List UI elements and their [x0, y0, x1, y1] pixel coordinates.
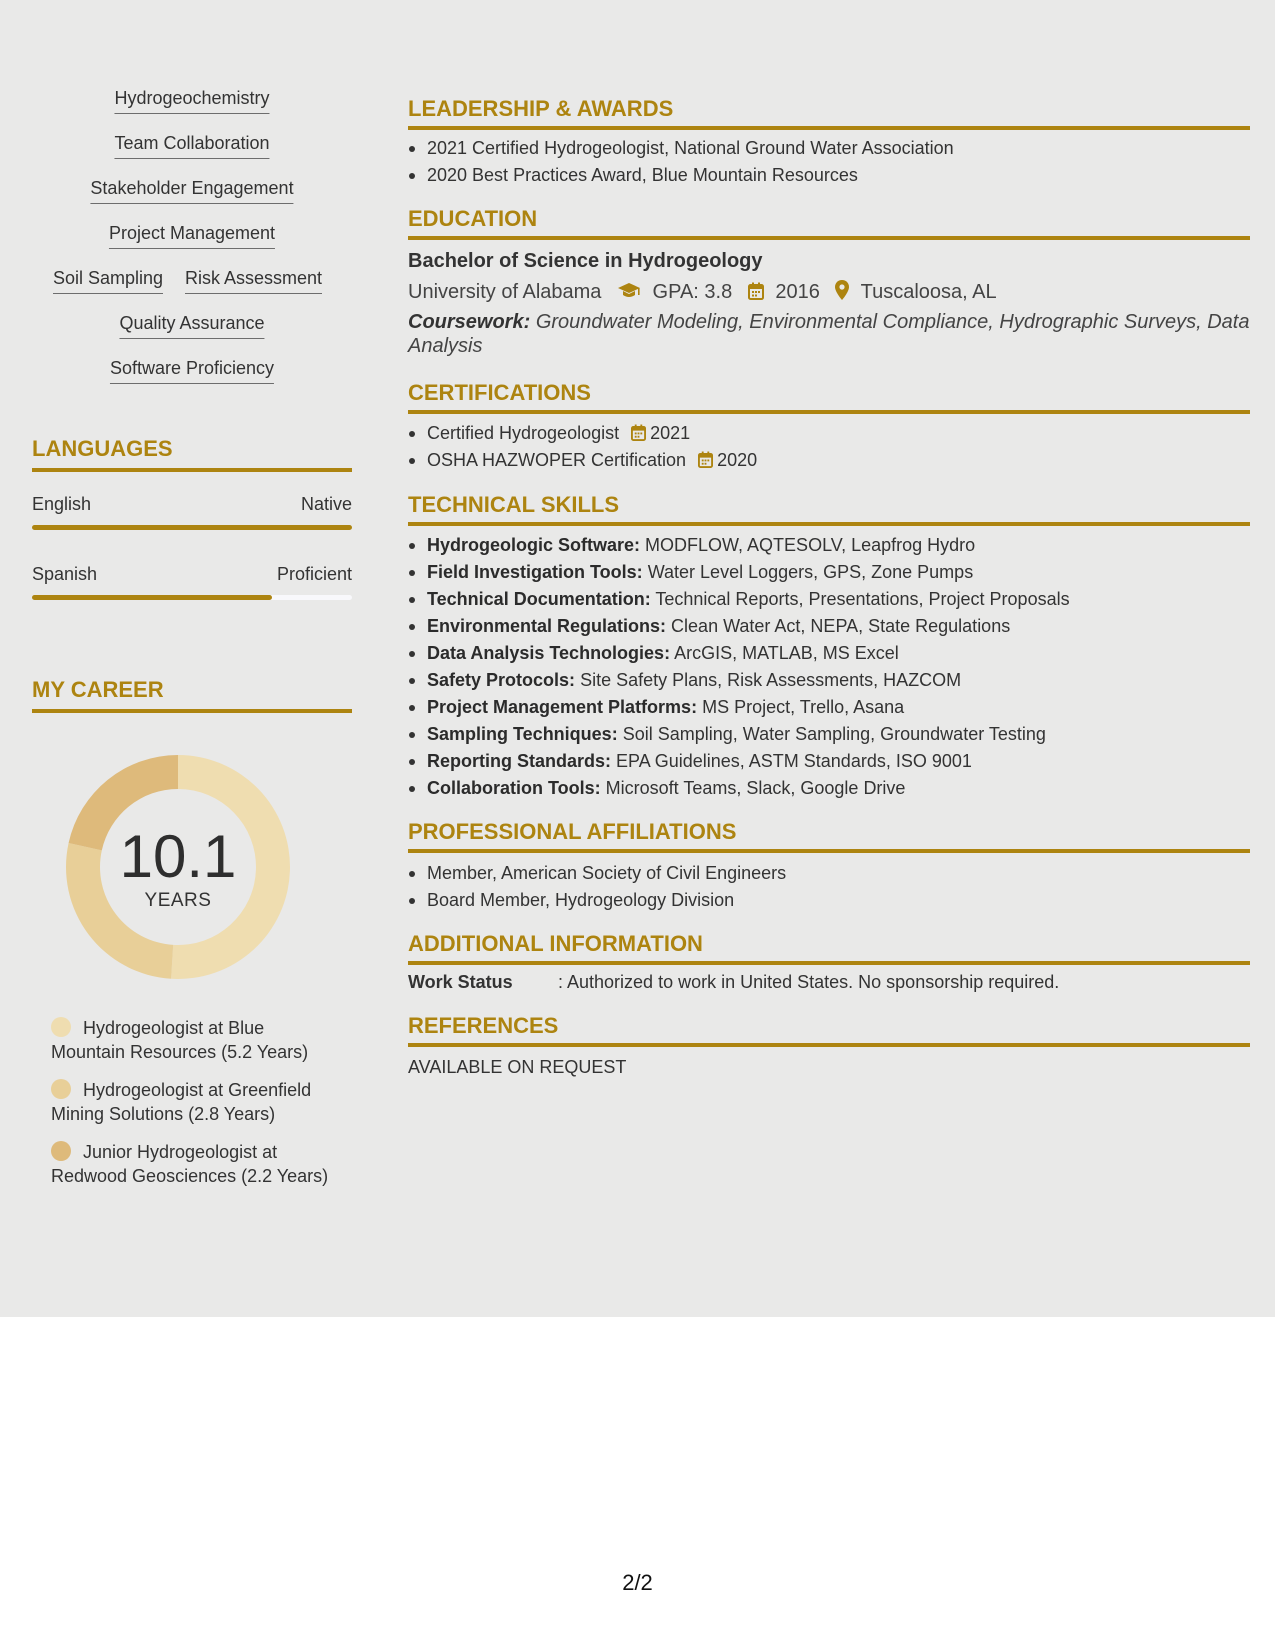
school-name: University of Alabama: [408, 281, 602, 303]
education-heading: EDUCATION: [408, 206, 1250, 240]
language-bar-fill: [32, 525, 352, 530]
list-item: [408, 667, 1250, 694]
legend-dot: [51, 1017, 71, 1037]
language-name: Spanish: [32, 564, 98, 584]
calendar-icon: [698, 449, 713, 476]
technical-skills-heading: TECHNICAL SKILLS: [408, 492, 1250, 526]
career-donut-chart: [66, 755, 290, 979]
work-status-value: : Authorized to work in United States. No sponsorship required.: [558, 972, 1060, 992]
coursework-text: Groundwater Modeling, Environmental Compliance, Hydrographic Surveys, Data Analysis: [408, 311, 1250, 357]
skill-tag: Software Proficiency: [110, 358, 274, 384]
certification-year: 2020: [717, 450, 758, 470]
additional-info-heading: ADDITIONAL INFORMATION: [408, 931, 1250, 965]
skill-tag: Soil Sampling: [53, 268, 163, 294]
list-item: 2020 Best Practices Award, Blue Mountain Resources: [408, 162, 1250, 189]
affiliations-heading: PROFESSIONAL AFFILIATIONS: [408, 819, 1250, 853]
skill-category: Safety Protocols:: [427, 670, 576, 690]
legend-dot: [51, 1079, 71, 1099]
skill-values: Water Level Loggers, GPS, Zone Pumps: [647, 562, 974, 582]
language-name: English: [32, 494, 92, 514]
career-years-label: YEARS: [144, 890, 212, 911]
career-heading: MY CAREER: [32, 677, 352, 713]
calendar-icon: [631, 422, 646, 449]
leadership-heading: LEADERSHIP & AWARDS: [408, 96, 1250, 130]
legend-label: Junior Hydrogeologist at Redwood Geosciences (2.2 Years): [51, 1142, 329, 1186]
skill-values: Clean Water Act, NEPA, State Regulations: [671, 616, 1011, 636]
skill-values: ArcGIS, MATLAB, MS Excel: [674, 643, 899, 663]
list-item: [408, 586, 1250, 613]
list-item: [408, 420, 1250, 447]
list-item: [408, 748, 1250, 775]
skill-category: Hydrogeologic Software:: [427, 535, 641, 555]
certification-name: OSHA HAZWOPER Certification: [427, 450, 687, 470]
career-total-years: 10.1: [119, 823, 237, 890]
list-item: [408, 613, 1250, 640]
list-item: [408, 721, 1250, 748]
certifications-list: [408, 420, 1250, 474]
skill-values: Site Safety Plans, Risk Assessments, HAZCOM: [580, 670, 962, 690]
page-number: 2/2: [622, 1570, 653, 1595]
list-item: [408, 447, 1250, 474]
location-pin-icon: [835, 280, 849, 306]
list-item: [408, 775, 1250, 802]
work-status: [408, 972, 1059, 993]
skill-category: Field Investigation Tools:: [427, 562, 643, 582]
skill-tag: Quality Assurance: [119, 313, 264, 339]
skill-tag: Team Collaboration: [114, 133, 269, 159]
career-legend-item: [51, 1140, 341, 1188]
coursework-label: Coursework:: [408, 311, 531, 333]
references-text: AVAILABLE ON REQUEST: [408, 1057, 627, 1077]
graduation-year: 2016: [775, 281, 820, 303]
skill-values: Technical Reports, Presentations, Project Proposals: [655, 589, 1070, 609]
certification-year: 2021: [650, 423, 691, 443]
list-item: Member, American Society of Civil Engineers: [408, 860, 1250, 887]
calendar-icon: [748, 282, 764, 306]
skill-tag: Risk Assessment: [185, 268, 322, 294]
technical-skills-list: [408, 532, 1250, 802]
career-legend-item: [51, 1078, 341, 1126]
skill-category: Collaboration Tools:: [427, 778, 601, 798]
certifications-heading: CERTIFICATIONS: [408, 380, 1250, 414]
skill-tag: Project Management: [109, 223, 275, 249]
list-item: 2021 Certified Hydrogeologist, National Ground Water Association: [408, 135, 1250, 162]
skill-category: Technical Documentation:: [427, 589, 651, 609]
coursework: [408, 310, 1250, 358]
affiliations-list: [408, 860, 1250, 914]
certification-name: Certified Hydrogeologist: [427, 423, 620, 443]
skill-tag: Hydrogeochemistry: [114, 88, 269, 114]
education-details: [408, 280, 997, 306]
list-item: [408, 559, 1250, 586]
references-heading: REFERENCES: [408, 1013, 1250, 1047]
skill-values: MS Project, Trello, Asana: [702, 697, 905, 717]
list-item: [408, 640, 1250, 667]
skill-category: Sampling Techniques:: [427, 724, 618, 744]
legend-label: Hydrogeologist at Greenfield Mining Solutions (2.8 Years): [51, 1080, 312, 1124]
skill-values: Soil Sampling, Water Sampling, Groundwater Testing: [622, 724, 1046, 744]
language-bar-fill: [32, 595, 272, 600]
list-item: [408, 532, 1250, 559]
list-item: Board Member, Hydrogeology Division: [408, 887, 1250, 914]
skill-category: Project Management Platforms:: [427, 697, 698, 717]
language-bar: [32, 595, 352, 600]
work-status-label: Work Status: [408, 972, 513, 992]
skill-tag: Stakeholder Engagement: [90, 178, 293, 204]
gpa: GPA: 3.8: [652, 281, 733, 303]
career-legend-item: [51, 1016, 341, 1064]
legend-dot: [51, 1141, 71, 1161]
school-location: Tuscaloosa, AL: [860, 281, 997, 303]
list-item: [408, 694, 1250, 721]
skill-values: EPA Guidelines, ASTM Standards, ISO 9001: [616, 751, 972, 771]
skill-values: MODFLOW, AQTESOLV, Leapfrog Hydro: [645, 535, 976, 555]
skill-category: Environmental Regulations:: [427, 616, 667, 636]
skill-values: Microsoft Teams, Slack, Google Drive: [605, 778, 906, 798]
skill-category: Reporting Standards:: [427, 751, 612, 771]
language-level: Native: [300, 494, 352, 514]
degree-title: Bachelor of Science in Hydrogeology: [408, 250, 763, 272]
language-bar: [32, 525, 352, 530]
languages-heading: LANGUAGES: [32, 436, 352, 472]
skill-category: Data Analysis Technologies:: [427, 643, 671, 663]
legend-label: Hydrogeologist at Blue Mountain Resources (5.2 Years): [51, 1018, 309, 1062]
language-level: Proficient: [276, 564, 352, 584]
graduation-cap-icon: [617, 282, 641, 306]
leadership-list: [408, 135, 1250, 189]
